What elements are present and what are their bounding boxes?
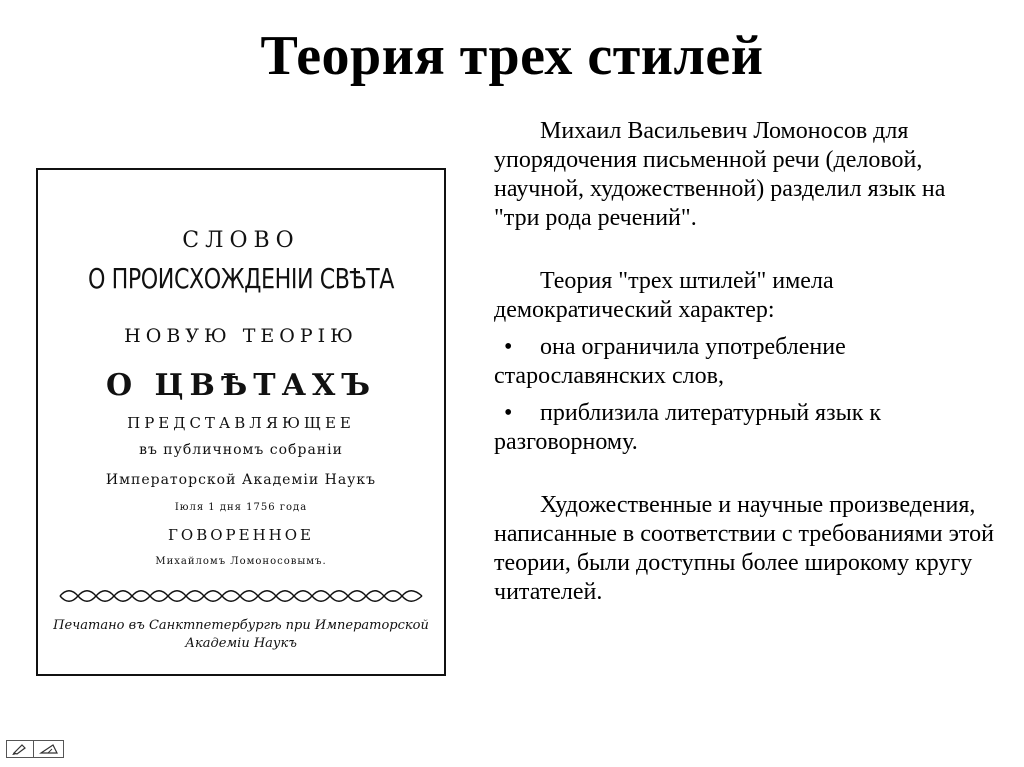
- title-page-line: Печатано въ Санктпетербургѣ при Императорской: [53, 618, 429, 633]
- paragraph-1: Михаил Васильевич Ломоносов для упорядочения письменной речи (деловой, научной, художественной) разделил язык на "три рода речений".: [494, 118, 946, 231]
- title-page-line: ПРЕДСТАВЛЯЮЩЕЕ: [127, 414, 355, 432]
- title-page-line: Императорской Академіи Наукъ: [105, 472, 377, 488]
- ornament-divider: [58, 588, 424, 604]
- book-title-page-image: [36, 168, 446, 676]
- title-page-line: СЛОВО: [182, 228, 300, 253]
- bullet-text: она ограничила употребление старославянских слов,: [494, 334, 846, 389]
- paragraph-2: Теория "трех штилей" имела демократический характер:: [494, 268, 834, 323]
- slide-text-column: [494, 117, 994, 607]
- slide-title: Теория трех стилей: [260, 25, 764, 87]
- bullet-item: [494, 399, 994, 457]
- pointer-tool-button[interactable]: [34, 740, 64, 758]
- title-page-line: Михайломъ Ломоносовымъ.: [155, 556, 327, 567]
- title-page-line: Академіи Наукъ: [185, 636, 297, 651]
- pen-icon: [12, 743, 28, 755]
- bullet-item: [494, 333, 994, 391]
- bullet-text: приблизила литературный язык к разговорному.: [494, 400, 882, 455]
- title-page-line: ГОВОРЕННОЕ: [167, 526, 314, 544]
- pointer-icon: [39, 743, 59, 755]
- slideshow-controls: [6, 740, 64, 758]
- title-page-line: О ЦВѢТАХЪ: [105, 368, 377, 403]
- paragraph-3: Художественные и научные произведения, написанные в соответствии с требованиями этой теории, были доступны более широкому кругу читателей.: [494, 492, 994, 605]
- bullet-symbol: •: [504, 334, 513, 360]
- ornament-divider-graphic: [58, 588, 424, 604]
- title-page-line: НОВУЮ ТЕОРІЮ: [124, 325, 358, 347]
- title-page-line: Іюля 1 дня 1756 года: [174, 502, 308, 513]
- pen-tool-button[interactable]: [6, 740, 34, 758]
- title-page-line: О ПРОИСХОЖДЕНІИ СВѢТА: [88, 262, 394, 295]
- bullet-symbol: •: [504, 400, 513, 426]
- title-page-line: въ публичномъ собраніи: [139, 442, 343, 458]
